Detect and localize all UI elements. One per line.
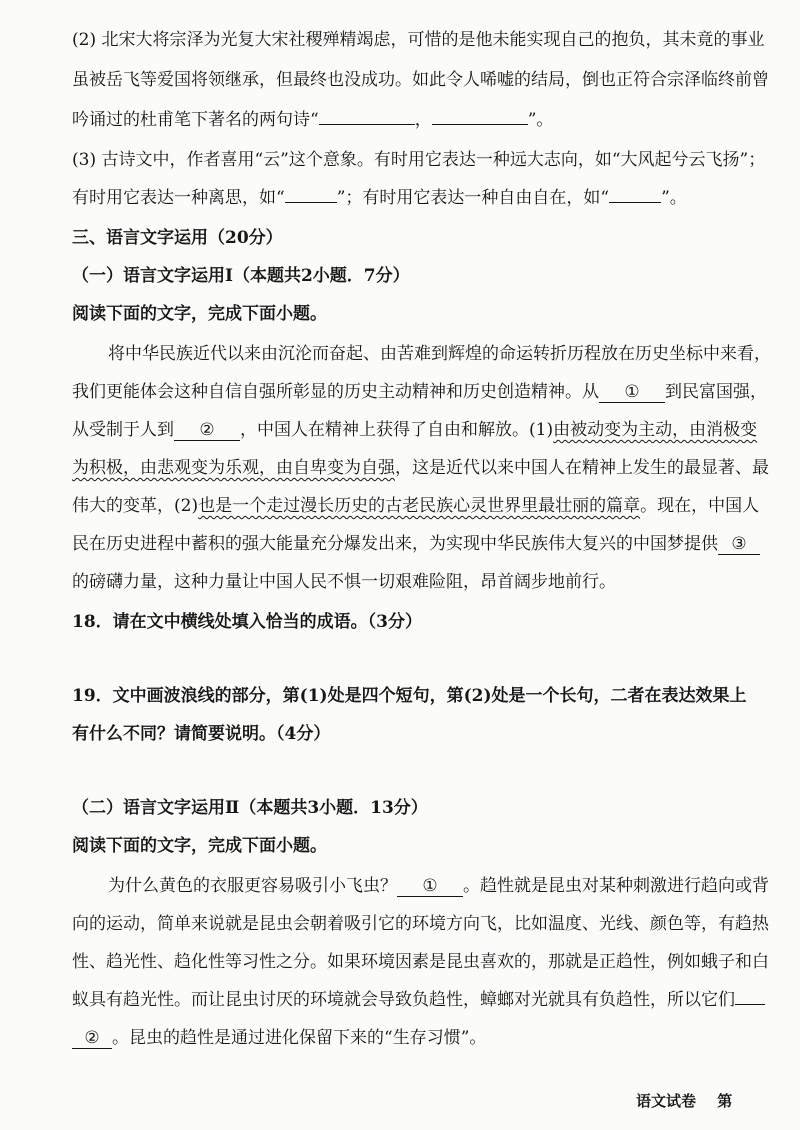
q3-line-2 (72, 186, 687, 210)
passage-2-blank-2-start[interactable] (735, 1004, 765, 1005)
passage-1-text: 。现在，中国人 (640, 496, 760, 516)
passage-2-line-4 (72, 988, 765, 1012)
wavy-underline-part-1-cont: 为积极，由悲观变为乐观，由自卑变为自强 (72, 458, 395, 478)
subsection-2-heading: （二）语言文字运用Ⅱ（本题共3小题．13分） (72, 798, 428, 818)
q3-answer-blank-1[interactable] (285, 202, 337, 203)
q3-text-b: ”；有时用它表达一种自由自在，如“ (336, 188, 610, 208)
passage-1-line-4 (72, 456, 769, 480)
passage-1-line-2 (72, 380, 767, 404)
section-3-heading: 三、语言文字运用（20分） (72, 228, 283, 248)
wavy-underline-part-2: 也是一个走过漫长历史的古老民族心灵世界里最壮丽的篇章 (198, 496, 641, 516)
footer-page-label: 第 (717, 1092, 733, 1110)
passage-1-text: 从受制于人到 (72, 420, 174, 440)
subsection-1-heading: （一）语言文字运用Ⅰ（本题共2小题．7分） (72, 266, 410, 286)
passage-1-text: 民在历史进程中蓄积的强大能量充分爆发出来，为实现中华民族伟大复兴的中国梦提供 (72, 534, 718, 554)
passage-1-blank-1[interactable]: ① (599, 382, 665, 403)
q2-text: 吟诵过的杜甫笔下著名的两句诗“ (72, 110, 319, 130)
footer-label: 语文试卷 (636, 1092, 697, 1110)
subsection-1-instruction: 阅读下面的文字，完成下面小题。 (72, 304, 327, 324)
passage-2-blank-1[interactable]: ① (397, 876, 463, 897)
passage-1-blank-3[interactable]: ③ (718, 534, 760, 555)
passage-2-line-2: 向的运动，简单来说就是昆虫会朝着吸引它的环境方向飞，比如温度、光线、颜色等，有趋热 (72, 914, 769, 934)
q2-line-3 (72, 108, 553, 132)
q2-separator: ， (414, 110, 432, 130)
q3-line-1: (3) 古诗文中，作者喜用“云”这个意象。有时用它表达一种远大志向，如“大风起兮云飞扬”； (72, 150, 766, 170)
passage-2-line-1 (108, 874, 769, 898)
passage-2-text: 为什么黄色的衣服更容易吸引小飞虫？ (108, 876, 397, 896)
q2-line-2: 虽被岳飞等爱国将领继承，但最终也没成功。如此令人唏嘘的结局，倒也正符合宗泽临终前曾 (72, 70, 769, 90)
passage-1-line-6 (72, 532, 760, 556)
passage-1-text: 伟大的变革，(2) (72, 496, 199, 516)
passage-1-text: ，这是近代以来中国人在精神上发生的最显著、最 (395, 458, 769, 478)
passage-2-line-5 (72, 1026, 486, 1050)
q3-text-c: ”。 (661, 188, 687, 208)
wavy-underline-part-1: 由被动变为主动，由消极变 (553, 420, 758, 440)
question-19-line-2: 有什么不同？请简要说明。（4分） (72, 724, 331, 744)
passage-2-text: 。趋性就是昆虫对某种刺激进行趋向或背 (463, 876, 769, 896)
passage-2-text: 蚁具有趋光性。而让昆虫讨厌的环境就会导致负趋性，蟑螂对光就具有负趋性，所以它们 (72, 990, 735, 1010)
q3-text-a: 有时用它表达一种离思，如“ (72, 188, 285, 208)
passage-1-blank-2[interactable]: ② (174, 420, 240, 441)
passage-1-line-5 (72, 494, 759, 518)
q2-answer-blank-1[interactable] (319, 124, 415, 125)
passage-1-text: 我们更能体会这种自信自强所彰显的历史主动精神和历史创造精神。从 (72, 382, 599, 402)
question-18: 18．请在文中横线处填入恰当的成语。（3分） (72, 612, 422, 632)
q2-line-1: (2) 北宋大将宗泽为光复大宋社稷殚精竭虑，可惜的是他未能实现自己的抱负，其未竟的事业 (72, 30, 765, 50)
subsection-2-instruction: 阅读下面的文字，完成下面小题。 (72, 836, 327, 856)
passage-1-text: 到民富国强， (665, 382, 767, 402)
question-19-line-1: 19．文中画波浪线的部分，第(1)处是四个短句，第(2)处是一个长句，二者在表达效果上 (72, 686, 747, 706)
passage-1-line-3 (72, 418, 757, 442)
q2-answer-blank-2[interactable] (432, 124, 528, 125)
passage-2-blank-2[interactable]: ② (72, 1028, 112, 1049)
passage-2-line-3: 性、趋光性、趋化性等习性之分。如果环境因素是昆虫喜欢的，那就是正趋性，例如蛾子和白 (72, 952, 769, 972)
passage-1-line-1: 将中华民族近代以来由沉沦而奋起、由苦难到辉煌的命运转折历程放在历史坐标中来看， (108, 344, 771, 364)
passage-2-text: 。昆虫的趋性是通过进化保留下来的“生存习惯”。 (112, 1028, 487, 1048)
q3-answer-blank-2[interactable] (609, 202, 661, 203)
passage-1-text: ，中国人在精神上获得了自由和解放。(1) (240, 420, 554, 440)
footer (636, 1090, 732, 1111)
q2-text-end: ”。 (527, 110, 554, 130)
passage-1-line-7: 的磅礴力量，这种力量让中国人民不惧一切艰难险阻，昂首阔步地前行。 (72, 572, 616, 592)
